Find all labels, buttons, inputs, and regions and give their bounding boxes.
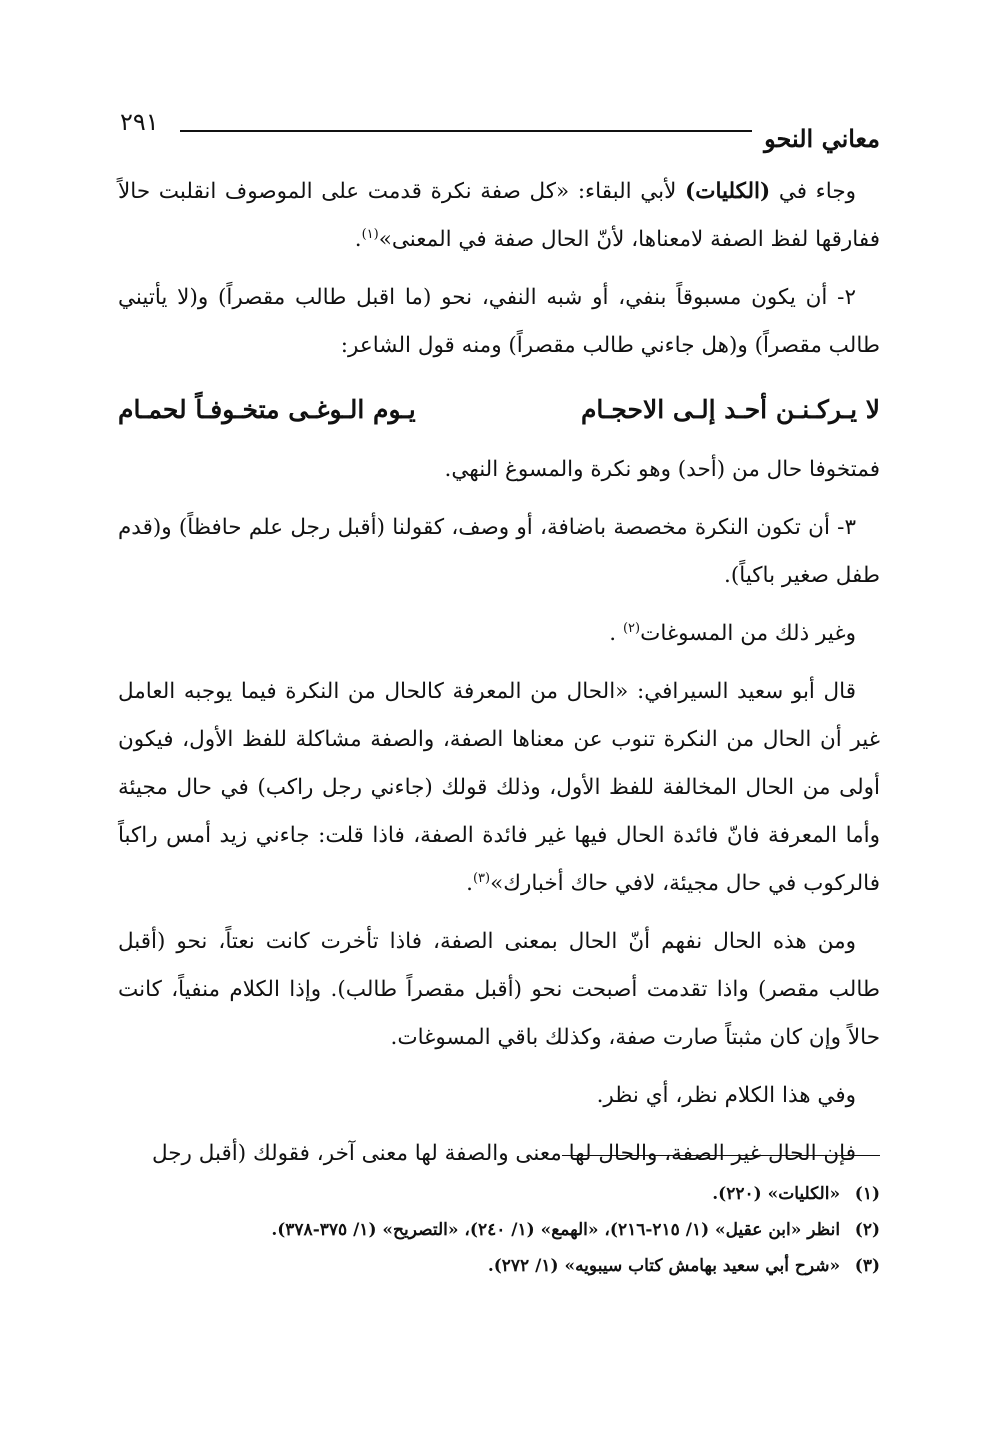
footnote-3-text: «شرح أبي سعيد بهامش كتاب سيبويه» (١/ ٢٧٢). <box>487 1256 841 1276</box>
paragraph-5-end: . <box>609 621 623 646</box>
paragraph-4: ٣- أن تكون النكرة مخصصة باضافة، أو وصف، كقولنا (أقبل رجل علم حافظاً) و(قدم طفل صغير باكياً). <box>118 515 880 588</box>
paragraph-6-text: قال أبو سعيد السيرافي: «الحال من المعرفة كالحال من النكرة فيما يوجبه العامل غير أن الحال من النكرة تنوب عن معناها الصفة، والصفة مشاكلة للفظ الأول، فيكون أولى من الحال المخالفة للفظ الأول، وذلك قولك (جاءني رجل راكب) في حال مجيئة وأما المعرفة فانّ فائدة الحال فيها غير فائدة الصفة، فاذا قلت: جاءني زيد أمس راكباً فالركوب في حال مجيئة، لافي حاك أخبارك» <box>118 679 880 896</box>
paragraph-1-text: لأبي البقاء: «كل صفة نكرة قدمت على الموصوف انقلبت حالاً ففارقها لفظ الصفة لامعناها، لأنّ الحال صفة في المعنى» <box>118 179 880 252</box>
paragraph-5-text: وغير ذلك من المسوغات <box>640 621 856 646</box>
paragraph-7: ومن هذه الحال نفهم أنّ الحال بمعنى الصفة، فاذا تأخرت كانت نعتاً، نحو (أقبل طالب مقصر) واذا تقدمت أصبحت نحو (أقبل مقصراً طالب). وإذا الكلام منفياً، كانت حالاً وإن كان مثبتاً صارت صفة، وكذلك باقي المسوغات. <box>118 929 880 1050</box>
verse-first-hemistich: لا يـركـنـن أحـد إلـى الاحجـام <box>580 395 880 424</box>
footnote-3 <box>118 1248 880 1284</box>
footnotes <box>118 1176 880 1284</box>
footnote-2-text: انظر «ابن عقيل» (١/ ٢١٥-٢١٦)، «الهمع» (١/ ٢٤٠)، «التصريح» (١/ ٣٧٥-٣٧٨). <box>271 1220 841 1240</box>
footnote-ref-2: (٢) <box>622 620 641 636</box>
paragraph-3: فمتخوفا حال من (أحد) وهو نكرة والمسوغ النهي. <box>444 457 880 482</box>
footnote-3-number: (٣) <box>854 1256 880 1276</box>
paragraph-2: ٢- أن يكون مسبوقاً بنفي، أو شبه النفي، نحو (ما اقبل طالب مقصراً) و(لا يأتيني طالب مقصراً) و(هل جاءني طالب مقصراً) ومنه قول الشاعر: <box>118 285 880 358</box>
footnote-ref-3: (٣) <box>472 870 491 886</box>
footnote-1 <box>118 1176 880 1212</box>
verse-second-hemistich: يـوم الـوغـى متخـوفـاً لحمـام <box>118 395 416 424</box>
page-header <box>120 108 880 158</box>
footnote-rule <box>562 1155 880 1156</box>
header-rule <box>180 130 752 132</box>
paragraph-8: وفي هذا الكلام نظر، أي نظر. <box>596 1083 856 1108</box>
page-number: ٢٩١ <box>120 108 159 136</box>
paragraph-1-lead: وجاء في <box>770 179 856 204</box>
footnote-2-number: (٢) <box>854 1220 880 1240</box>
running-title: معاني النحو <box>764 124 880 153</box>
book-title-kulliyat: (الكليات) <box>685 179 771 204</box>
body-text <box>118 168 880 1188</box>
paragraph-6: قال أبو سعيد السيرافي: «الحال من المعرفة كالحال من النكرة فيما يوجبه العامل غير أن الحال من النكرة تنوب عن معناها الصفة، والصفة مشاكلة للفظ الأول، فيكون أولى من الحال المخالفة للفظ الأول، وذلك قولك (جاءني رجل راكب) في حال مجيئة وأما المعرفة فانّ فائدة الحال فيها غير فائدة الصفة، فاذا قلت: جاءني زيد أمس راكباً فالركوب في حال مجيئة، لافي حاك أخبارك»$^{(٣)}$. <box>118 679 880 896</box>
footnote-2 <box>118 1212 880 1248</box>
footnote-1-number: (١) <box>854 1184 880 1204</box>
paragraph-1: وجاء في (الكليات) لأبي البقاء: «كل صفة نكرة قدمت على الموصوف انقلبت حالاً ففارقها لفظ الصفة لامعناها، لأنّ الحال صفة في المعنى»$^{(١)}$. <box>118 179 880 252</box>
footnote-1-text: «الكليات» (٢٢٠). <box>712 1184 841 1204</box>
paragraph-5 <box>118 610 880 658</box>
footnote-ref-1: (١) <box>361 226 379 242</box>
paragraph-9: فإن الحال غير الصفة، والحال لها معنى والصفة لها معنى آخر، فقولك (أقبل رجل <box>151 1141 856 1166</box>
poetry-verse <box>118 380 880 440</box>
